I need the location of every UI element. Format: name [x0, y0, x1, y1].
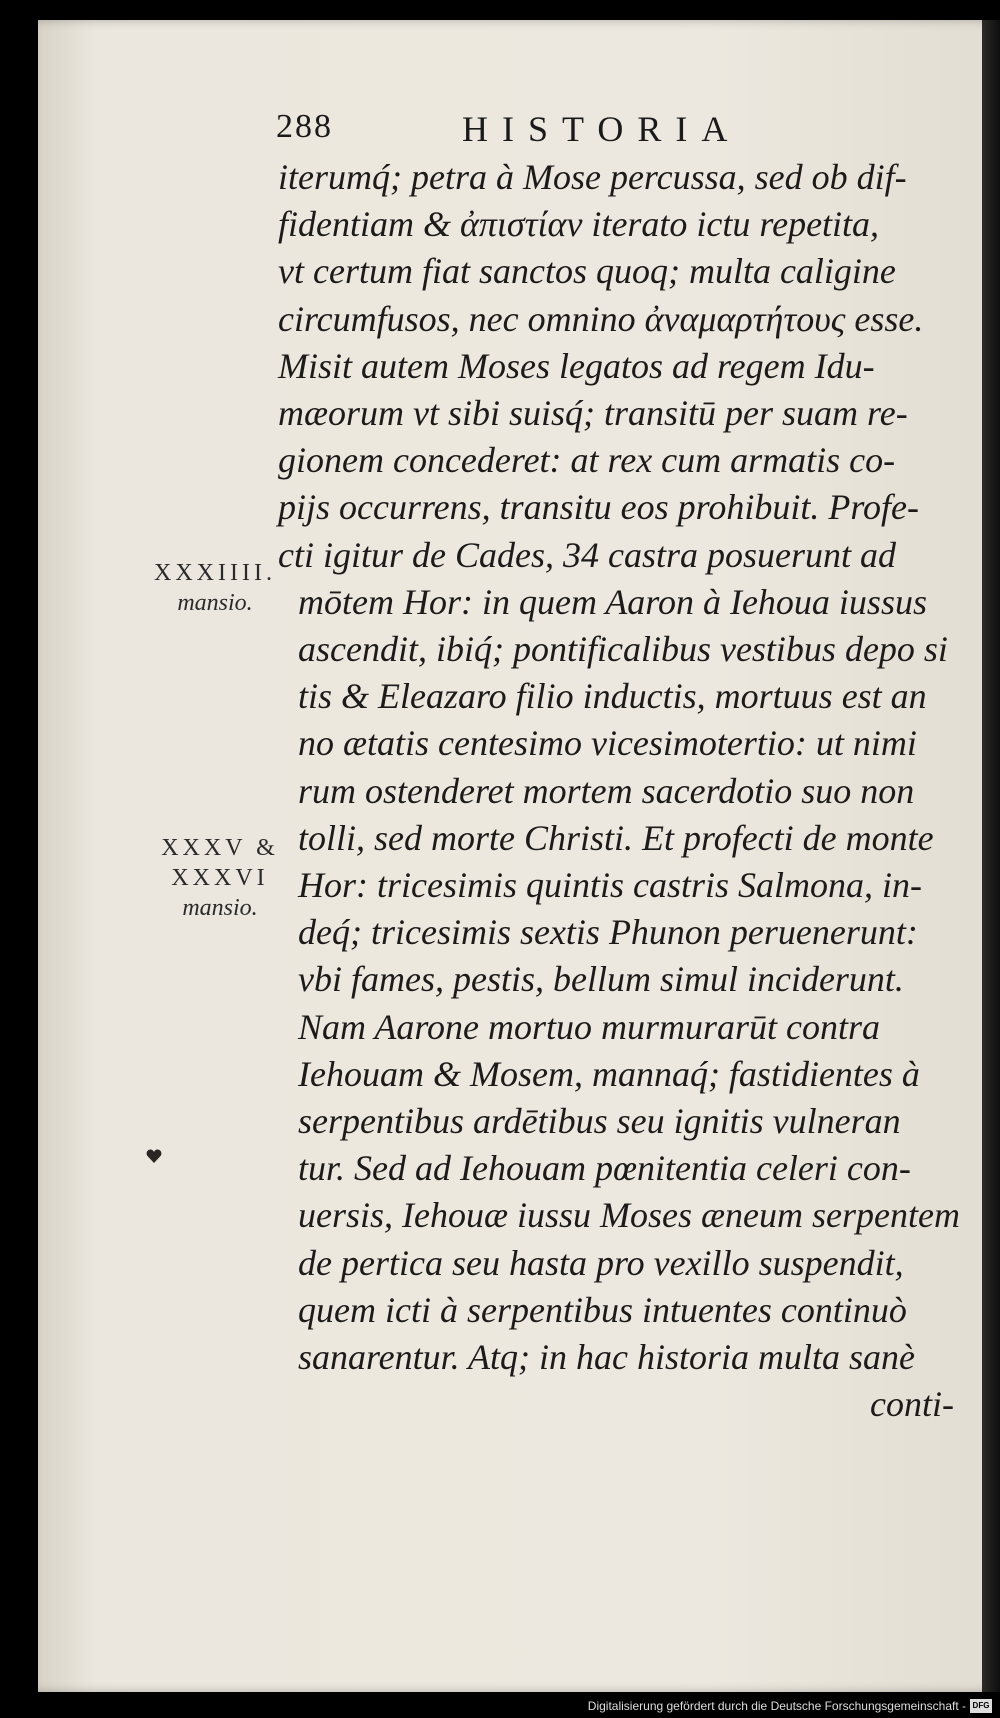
footer-credit: Digitalisierung gefördert durch die Deutsche Forschungsgemeinschaft -: [587, 1699, 966, 1713]
text-line: Nam Aarone mortuo murmurarūt contra: [298, 1006, 881, 1047]
text-line: gionem concederet: at rex cum armatis co-: [278, 440, 896, 481]
text-line: vt certum fiat sanctos quoq; multa caligine: [278, 251, 896, 292]
running-head: HISTORIA: [462, 109, 742, 149]
text-line: serpentibus ardētibus seu ignitis vulneran: [298, 1101, 901, 1142]
text-line: quem icti à serpentibus intuentes continuò: [298, 1289, 907, 1330]
text-line: Misit autem Moses legatos ad regem Idu-: [278, 345, 875, 386]
text-line: mōtem Hor: in quem Aaron à Iehoua iussus: [298, 581, 927, 622]
heart-icon: [146, 1148, 162, 1164]
text-line: vbi fames, pestis, bellum simul inciderunt.: [298, 959, 904, 1000]
text-line: uersis, Iehouæ iussu Moses æneum serpentem: [298, 1195, 960, 1236]
text-line: tolli, sed morte Christi. Et profecti de monte: [298, 817, 934, 858]
margin-roman-numeral: XXXVI: [171, 865, 269, 891]
footer-bar: [0, 1692, 1000, 1718]
text-line: Iehouam & Mosem, mannaq́; fastidientes à: [298, 1053, 920, 1094]
margin-label: mansio.: [177, 590, 253, 616]
text-line: pijs occurrens, transitu eos prohibuit. Profe-: [278, 487, 919, 528]
text-line: no ætatis centesimo vicesimotertio: ut nimi: [298, 723, 917, 764]
text-line: cti igitur de Cades, 34 castra posuerunt ad: [278, 534, 896, 575]
margin-roman-numeral: XXXV &: [161, 835, 279, 861]
text-line: mæorum vt sibi suisq́; transitū per suam re-: [278, 393, 908, 434]
text-line: ascendit, ibiq́; pontificalibus vestibus depo si: [298, 629, 948, 670]
text-line: rum ostenderet mortem sacerdotio suo non: [298, 770, 915, 811]
text-line: sanarentur. Atq; in hac historia multa sanè: [298, 1337, 916, 1378]
text-line: tur. Sed ad Iehouam pœnitentia celeri con-: [298, 1148, 911, 1189]
page-edge: [982, 20, 1000, 1692]
page-header: [276, 108, 896, 158]
text-line: Hor: tricesimis quintis castris Salmona, in-: [298, 865, 923, 906]
text-line: circumfusos, nec omnino ἀναμαρτήτους esse.: [278, 298, 924, 339]
margin-roman-numeral: XXXIIII.: [154, 560, 276, 586]
text-line: iterumq́; petra à Mose percussa, sed ob dif-: [278, 157, 907, 197]
text-line: fidentiam & ἀπιστίαν iterato ictu repetita,: [278, 204, 880, 245]
text-line: deq́; tricesimis sextis Phunon peruenerunt:: [298, 912, 918, 953]
text-line: tis & Eleazaro filio inductis, mortuus est an: [298, 676, 927, 717]
margin-note-mansio-34: [140, 558, 290, 618]
catchword: conti-: [870, 1384, 954, 1425]
margin-note-mansio-35-36: [150, 833, 290, 923]
body-text: [278, 154, 968, 1428]
margin-label: mansio.: [182, 895, 258, 921]
dfg-logo: DFG: [970, 1699, 992, 1713]
page-number: 288: [276, 108, 333, 145]
text-line: de pertica seu hasta pro vexillo suspendit,: [298, 1242, 904, 1283]
